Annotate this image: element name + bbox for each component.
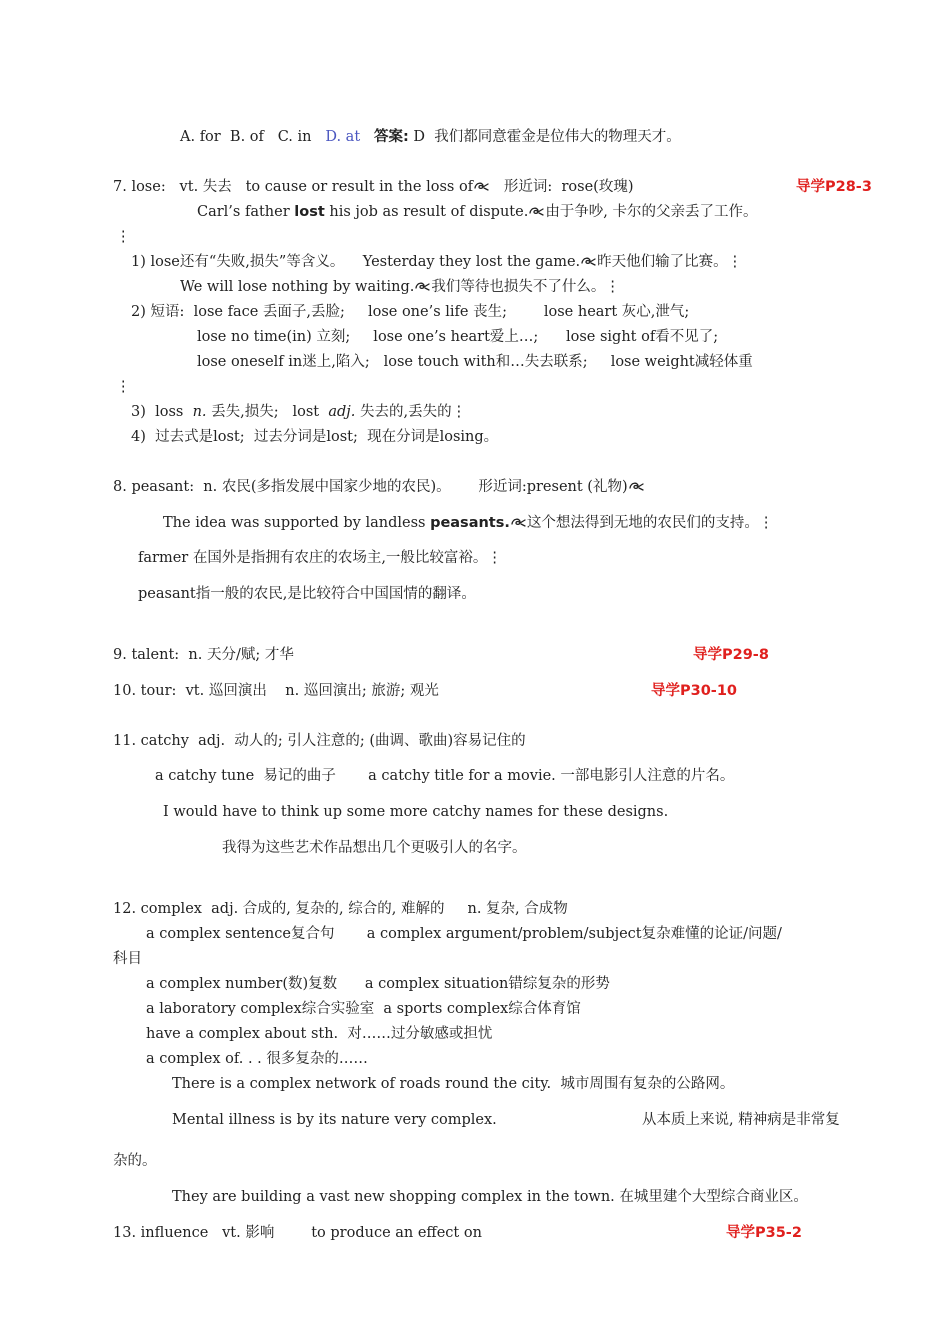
note-peasant: peasant指一般的农民,是比较符合中国国情的翻译。 (138, 586, 476, 602)
complex-examples-3: a laboratory complex综合实验室 a sports complex综合体育馆 (146, 1001, 581, 1017)
guide-ref-p28: 导学P28-3 (796, 179, 872, 195)
guide-ref-p30: 导学P30-10 (651, 683, 738, 699)
entry-lose-heading: 7. lose: vt. 失去 to cause or result in the loss of 形近词: rose(玫瑰) (113, 179, 634, 195)
lose-phrases-1: 2) 短语: lose face 丢面子,丢脸; lose one’s life 丧生; lose heart 灰心,泄气; (131, 304, 690, 320)
entry-catchy: 11. catchy adj. 动人的; 引人注意的; (曲调、歌曲)容易记住的 (113, 733, 526, 749)
correct-option: D. at (325, 129, 361, 145)
catchy-examples: a catchy tune 易记的曲子 a catchy title for a movie. 一部电影引人注意的片名。 (155, 768, 735, 784)
entry-complex: 12. complex adj. 合成的, 复杂的, 综合的, 难解的 n. 复杂, 合成物 (113, 901, 568, 917)
example-waiting: We will lose nothing by waiting. 我们等待也损失不了什么。⋮ (180, 279, 620, 295)
options-text: A. for B. of C. in (180, 129, 326, 145)
note-farmer: farmer 在国外是指拥有农庄的农场主,一般比较富裕。⋮ (138, 550, 502, 566)
answer-label: 答案: (373, 129, 409, 145)
catchy-translation: 我得为这些艺术作品想出几个更吸引人的名字。 (222, 840, 527, 856)
entry-talent: 9. talent: n. 天分/赋; 才华 (113, 647, 294, 663)
complex-examples-4: have a complex about sth. 对……过分敏感或担忧 (146, 1026, 493, 1042)
complex-examples-1: a complex sentence复合句 a complex argument/problem/subject复杂难懂的论证/问题/ (146, 926, 782, 942)
highlight-word: peasants. (430, 515, 510, 531)
swirl-icon (581, 255, 596, 267)
ellipsis-mark: ⋮ (116, 379, 131, 395)
example-carl: Carl’s father lost his job as result of dispute. 由于争吵, 卡尔的父亲丢了工作。 (197, 204, 758, 220)
lose-phrases-3: lose oneself in迷上,陷入; lose touch with和…失去联系; lose weight减轻体重 (197, 354, 753, 370)
complex-sentence-illness-translation: 从本质上来说, 精神病是非常复 (642, 1112, 840, 1128)
complex-examples-5: a complex of. . . 很多复杂的…… (146, 1051, 368, 1067)
entry-influence: 13. influence vt. 影响 to produce an effect on (113, 1225, 482, 1241)
ellipsis-mark: ⋮ (116, 229, 131, 245)
guide-ref-p35: 导学P35-2 (726, 1225, 802, 1241)
swirl-icon (415, 280, 430, 292)
lose-note-3: 3) loss n. 丢失,损失; lost adj. 失去的,丢失的⋮ (131, 404, 467, 420)
example-peasants: The idea was supported by landless peasants. 这个想法得到无地的农民们的支持。⋮ (163, 515, 774, 531)
complex-examples-2: a complex number(数)复数 a complex situation错综复杂的形势 (146, 976, 610, 992)
entry-tour: 10. tour: vt. 巡回演出 n. 巡回演出; 旅游; 观光 (113, 683, 439, 699)
swirl-icon (511, 516, 526, 528)
complex-examples-1-cont: 科目 (113, 951, 142, 967)
lose-phrases-2: lose no time(in) 立刻; lose one’s heart爱上…; lose sight of看不见了; (197, 329, 719, 345)
complex-sentence-illness: Mental illness is by its nature very complex. (172, 1112, 497, 1128)
swirl-icon (629, 480, 644, 492)
lose-note-4: 4) 过去式是lost; 过去分词是lost; 现在分词是losing。 (131, 429, 499, 445)
guide-ref-p29: 导学P29-8 (693, 647, 769, 663)
complex-sentence-shopping: They are building a vast new shopping complex in the town. 在城里建个大型综合商业区。 (172, 1189, 808, 1205)
swirl-icon (474, 180, 489, 192)
lose-note-1: 1) lose还有“失败,损失”等含义。 Yesterday they lost the game. 昨天他们输了比赛。⋮ (131, 254, 743, 270)
complex-sentence-illness-cont: 杂的。 (113, 1153, 157, 1169)
swirl-icon (529, 205, 544, 217)
entry-peasant-heading: 8. peasant: n. 农民(多指发展中国家少地的农民)。 形近词:present (礼物) (113, 478, 645, 496)
catchy-sentence: I would have to think up some more catchy names for these designs. (163, 804, 669, 820)
answer-line (180, 128, 681, 146)
highlight-word: lost (294, 204, 325, 220)
answer-text: D 我们都同意霍金是位伟大的物理天才。 (408, 129, 681, 145)
complex-sentence-roads: There is a complex network of roads round the city. 城市周围有复杂的公路网。 (172, 1076, 735, 1092)
